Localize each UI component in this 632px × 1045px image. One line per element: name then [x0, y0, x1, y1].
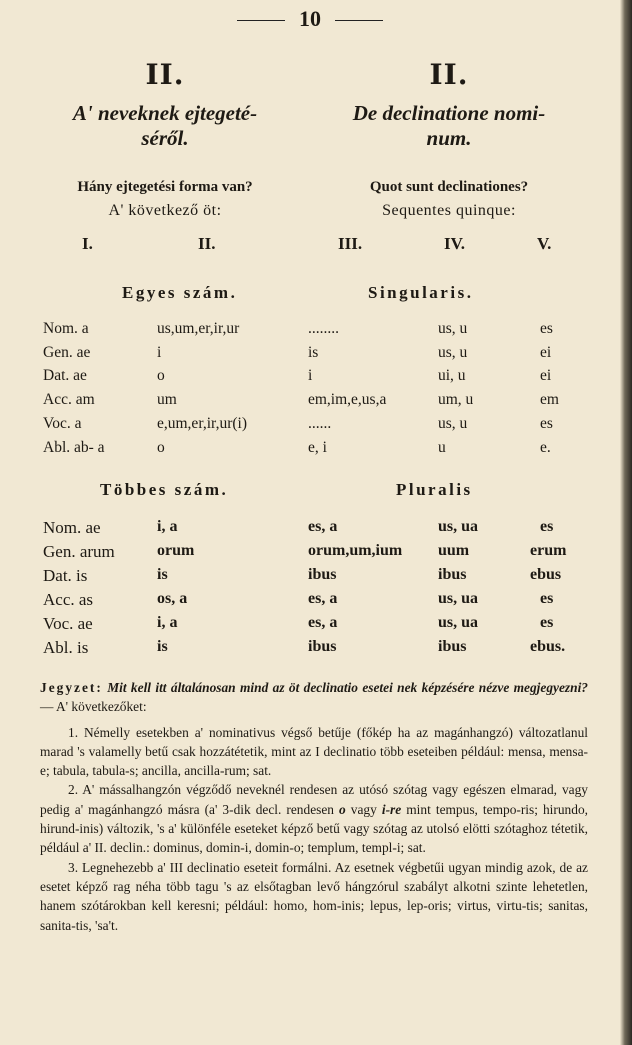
decl-ending: em,im,e,us,a [308, 391, 387, 408]
declension-numeral: II. [198, 234, 216, 253]
case-label: Voc. ae [43, 614, 93, 633]
decl-ending: o [157, 367, 165, 384]
decl-ending: em [540, 391, 559, 408]
case-label: Gen. arum [43, 542, 115, 561]
header-rule-right [335, 20, 383, 21]
decl-ending: es [540, 590, 554, 607]
chapter-title-hu-line1: A' neveknek ejtegeté- [72, 101, 258, 125]
case-label: Dat. is [43, 566, 88, 585]
decl-ending: us, u [438, 415, 468, 432]
decl-ending: us, u [438, 320, 468, 337]
note-paragraph-2 [40, 780, 588, 857]
chapter-numeral-right: II. [429, 58, 469, 91]
decl-ending: e. [540, 439, 551, 456]
note-paragraph-3: 3. Legnehezebb a' III declinatio eseteit formálni. Az esetnek végbetűi ugyan mindig azok, de az esetet képző rag néha több tagu 's az elsőtagban levő hángzórul szabályt alkotni szinte lehetetlen, hanem szótárokban kell keresni; például: homo, hom-inis; lepus, lep-oris; virtus, virtu-tis; sanitas, sanita-tis, 'sa't. [40, 859, 588, 933]
question-la: Quot sunt declinationes? [369, 179, 529, 195]
note-p2-text: 2. A' mássalhangzón végződő neveknél rendesen az utósó szótag vagy egészen elmarad, vagy pedig a' magánhangzó másra (a' 3-dik decl. rendesen [40, 782, 588, 817]
note-p2-italic: i-re [381, 801, 402, 817]
decl-ending: erum [530, 542, 567, 559]
decl-ending: us, u [438, 344, 468, 361]
note-p2-italic: o [339, 801, 346, 817]
declension-numeral: V. [537, 234, 552, 253]
note-paragraph-1: 1. Némelly esetekben a' nominativus végső betűje (főkép ha az magánhangzó) változatlanul marad 's valamelly betű csak hozzátétetik, mint az I declinatio több eseteiben például: mensa, mensa-e; tabula, tabula-s; ancilla, ancilla-rum; sat. [40, 724, 588, 779]
decl-ending: es [540, 320, 553, 337]
hungarian-heading [40, 58, 290, 220]
latin-heading [318, 58, 580, 220]
table-row [0, 439, 620, 461]
decl-ending: es [540, 415, 553, 432]
decl-ending: ibus [308, 638, 337, 655]
case-label: Acc. am [43, 391, 95, 408]
case-label: Dat. ae [43, 367, 87, 384]
decl-ending: ibus [438, 638, 467, 655]
table-row [0, 566, 620, 588]
header-rule-left [237, 20, 285, 21]
decl-ending: is [308, 344, 319, 361]
decl-ending: o [157, 439, 165, 456]
decl-ending: e,um,er,ir,ur(i) [157, 415, 247, 432]
table-row [0, 391, 620, 413]
plural-heading-hu: Többes szám. [100, 480, 229, 499]
decl-ending: es, a [308, 590, 338, 607]
decl-ending: ui, u [438, 367, 466, 384]
decl-ending: ibus [438, 566, 467, 583]
decl-ending: orum [157, 542, 195, 559]
note-lead-rest: — A' következőket: [40, 699, 147, 715]
case-label: Abl. is [43, 638, 89, 657]
decl-ending: os, a [157, 590, 188, 607]
page-edge-shadow [620, 0, 632, 1045]
note-section [40, 678, 588, 935]
answer-hu: A' következő öt: [108, 202, 222, 219]
decl-ending: ebus [530, 566, 562, 583]
table-row [0, 638, 620, 660]
note-p2-text: vagy [350, 801, 377, 817]
case-label: Voc. a [43, 415, 82, 432]
table-row [0, 320, 620, 342]
case-label: Gen. ae [43, 344, 91, 361]
decl-ending: i [308, 367, 313, 384]
chapter-title-la [318, 101, 580, 151]
decl-ending: e, i [308, 439, 327, 456]
decl-ending: es [540, 614, 554, 631]
chapter-title-hu-line2: séről. [141, 126, 189, 150]
table-row [0, 518, 620, 540]
decl-ending: ibus [308, 566, 337, 583]
case-label: Acc. as [43, 590, 94, 609]
answer-la: Sequentes quinque: [382, 202, 516, 219]
table-row [0, 415, 620, 437]
decl-ending: us,um,er,ir,ur [157, 320, 240, 337]
decl-ending: ........ [308, 320, 339, 337]
decl-ending: es, a [308, 518, 338, 535]
chapter-title-hu [40, 101, 290, 151]
table-row [0, 367, 620, 389]
case-label: Nom. a [43, 320, 89, 337]
table-row [0, 590, 620, 612]
decl-ending: us, ua [438, 518, 479, 535]
chapter-title-la-line2: num. [426, 126, 472, 150]
decl-ending: ei [540, 367, 552, 384]
decl-ending: is [157, 638, 168, 655]
table-row [0, 542, 620, 564]
decl-ending: us, ua [438, 614, 479, 631]
decl-ending: ei [540, 344, 552, 361]
table-row [0, 614, 620, 636]
decl-ending: us, ua [438, 590, 479, 607]
page-header [0, 6, 620, 32]
page-number: 10 [299, 6, 321, 31]
singular-heading-hu: Egyes szám. [122, 283, 238, 302]
decl-ending: i [157, 344, 162, 361]
decl-ending: i, a [157, 518, 178, 535]
table-row [0, 344, 620, 366]
case-label: Nom. ae [43, 518, 101, 537]
declension-numeral: IV. [444, 234, 465, 253]
decl-ending: um [157, 391, 177, 408]
plural-heading-la: Pluralis [396, 480, 473, 499]
note-question: Mit kell itt általánosan mind az öt declinatio esetei nek képzésére nézve megjegyezni? [107, 680, 588, 695]
decl-ending: u [438, 439, 446, 456]
decl-ending: um, u [438, 391, 474, 408]
case-label: Abl. ab- a [43, 439, 105, 456]
note-label: Jegyzet: [40, 680, 103, 695]
note-p2-text: mint tempus, tempo-ris; hirundo, hirund-inis) változik, 's a' különféle eseteket képző betű vagy szótag az utolsó elötti szótaghoz tétetik, például a' II. declin.: dominus, domin-i, domin-o; templum, templ-i; sat. [40, 801, 588, 856]
decl-ending: ...... [308, 415, 332, 432]
decl-ending: es, a [308, 614, 338, 631]
singular-heading-la: Singularis. [368, 283, 474, 302]
decl-ending: is [157, 566, 168, 583]
question-hu: Hány ejtegetési forma van? [77, 179, 253, 195]
decl-ending: i, a [157, 614, 178, 631]
decl-ending: ebus. [530, 638, 566, 655]
chapter-numeral-left: II. [145, 58, 185, 91]
note-lead [40, 678, 588, 717]
decl-ending: uum [438, 542, 470, 559]
decl-ending: orum,um,ium [308, 542, 403, 559]
declension-numeral: I. [82, 234, 93, 253]
decl-ending: es [540, 518, 554, 535]
declension-numeral: III. [338, 234, 363, 253]
chapter-title-la-line1: De declinatione nomi- [352, 101, 546, 125]
